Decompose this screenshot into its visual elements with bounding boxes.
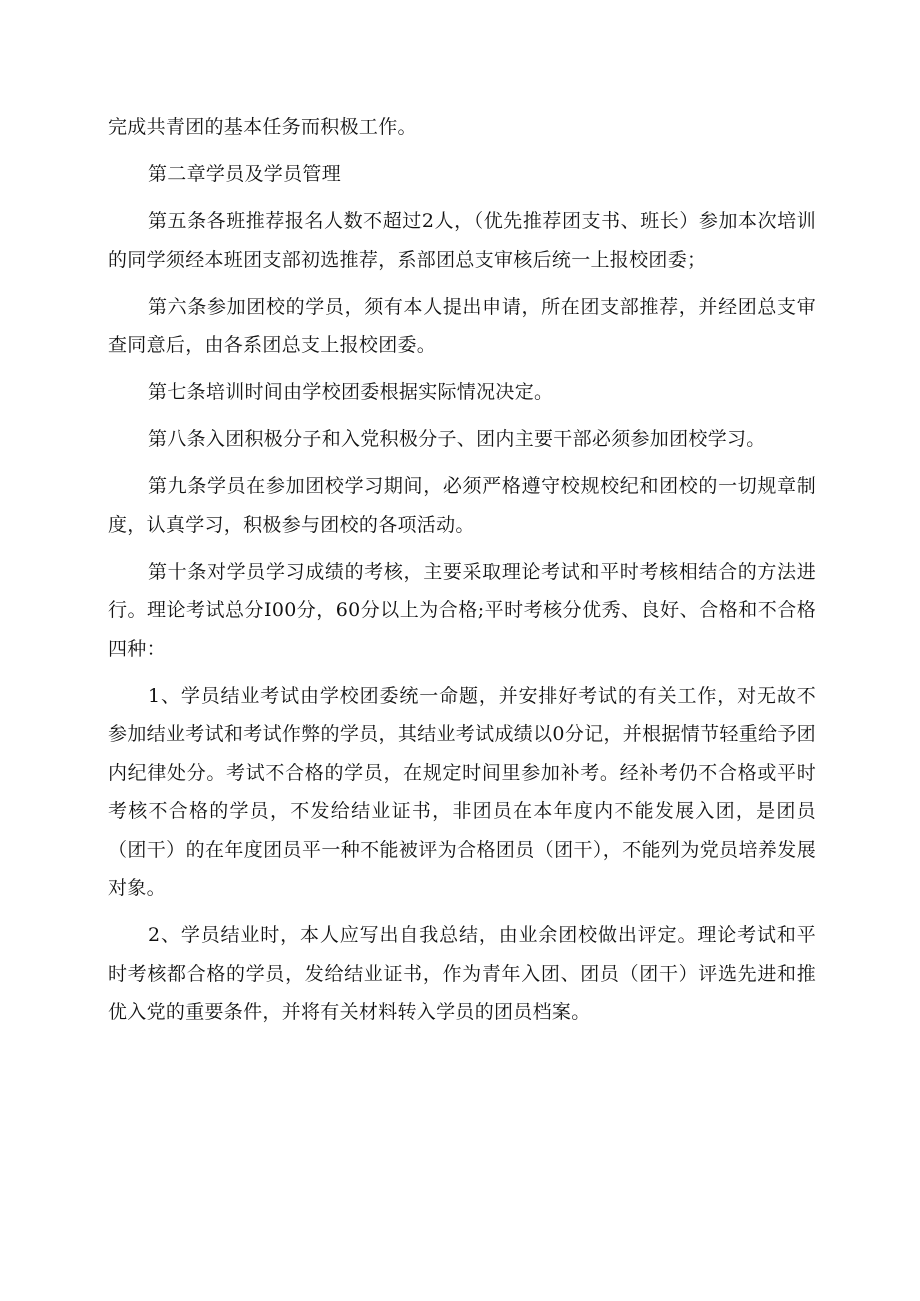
chapter-heading: 第二章学员及学员管理 [148, 163, 342, 185]
paragraph-continuation: 完成共青团的基本任务而积极工作。 [108, 116, 417, 138]
article-7: 第七条培训时间由学校团委根据实际情况决定。 [148, 381, 554, 403]
article-6: 第六条参加团校的学员，须有本人提出申请，所在团支部推荐，并经团总支审查同意后，由各系团总支上报校团委。 [108, 295, 816, 356]
article-8: 第八条入团积极分子和入党积极分子、团内主要干部必须参加团校学习。 [148, 428, 766, 450]
document-body [108, 108, 816, 1040]
article-10: 第十条对学员学习成绩的考核，主要采取理论考试和平时考核相结合的方法进行。理论考试总分I00分，60分以上为合格;平时考核分优秀、良好、合格和不合格四种： [108, 560, 816, 660]
clause-1: 1、学员结业考试由学校团委统一命题，并安排好考试的有关工作，对无故不参加结业考试和考试作弊的学员，其结业考试成绩以0分记，并根据情节轻重给予团内纪律处分。考试不合格的学员，在规定时间里参加补考。经补考仍不合格或平时考核不合格的学员，不发给结业证书，非团员在本年度内不能发展入团，是团员（团干）的在年度团员平一种不能被评为合格团员（团干），不能列为党员培养发展对象。 [108, 684, 816, 899]
article-9: 第九条学员在参加团校学习期间，必须严格遵守校规校纪和团校的一切规章制度，认真学习，积极参与团校的各项活动。 [108, 475, 816, 536]
article-5: 第五条各班推荐报名人数不超过2人，（优先推荐团支书、班长）参加本次培训的同学须经本班团支部初选推荐，系部团总支审核后统一上报校团委； [108, 210, 816, 271]
clause-2: 2、学员结业时，本人应写出自我总结，由业余团校做出评定。理论考试和平时考核都合格的学员，发给结业证书，作为青年入团、团员（团干）评选先进和推优入党的重要条件，并将有关材料转入学员的团员档案。 [108, 924, 816, 1023]
